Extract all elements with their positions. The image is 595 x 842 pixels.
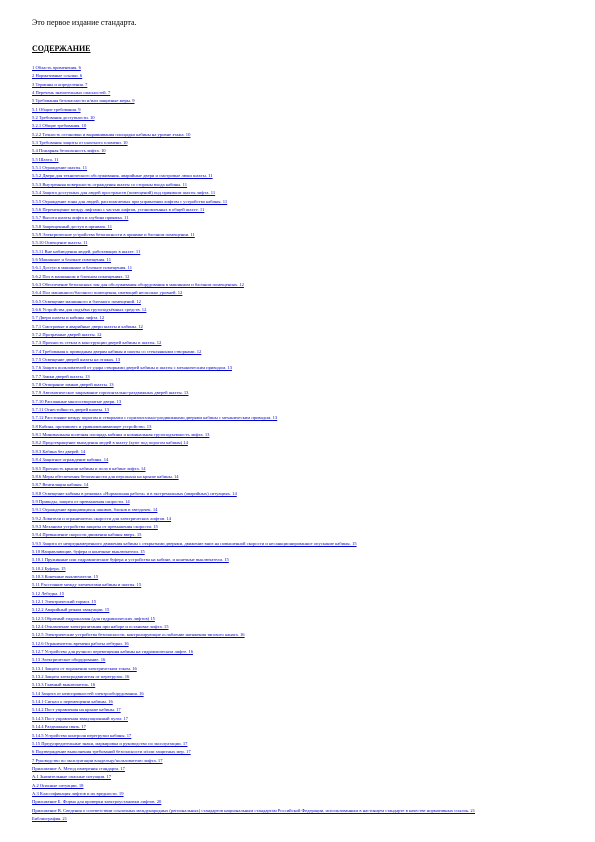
toc-entry[interactable]: 5.10.2 Буфера. 15 — [32, 565, 66, 571]
toc-entry[interactable]: 5.6.1 Доступ в машинное и блочное помещения. 11 — [32, 265, 133, 271]
toc-entry[interactable]: 5.12.1 Электрический тормоз. 15 — [32, 599, 97, 604]
toc-entry[interactable]: 5.5.4 Защита доступных для людей пространств (помещений) под приямком шахты лифта. 11 — [32, 190, 216, 196]
toc-entry[interactable]: 5.1 Общие требования. 9 — [32, 106, 81, 112]
toc-entry[interactable]: 5.5.5 Ограждение зоны для людей, располагаемых при управлении лифтом с устройства кабины. 11 — [32, 198, 228, 204]
toc-entry[interactable]: 5.6.4 Пол машинного/блочного помещения, имеющий несколько уровней. 12 — [32, 290, 183, 296]
toc-entry[interactable]: 5.5.11 Вне наблюдения людей, работающих в шахте. 11 — [32, 248, 141, 254]
toc-entry[interactable]: 5.6.6 Устройства для подъёма грузоподъёмных средств. 12 — [32, 306, 147, 312]
toc-entry[interactable]: 6 Подтверждение выполнения требований безопасности и/или защитных мер. 17 — [32, 749, 191, 755]
toc-entry[interactable]: 5.9.2 Ловители и ограничитель скорости для электрических лифтов. 14 — [32, 515, 172, 521]
toc-entry[interactable]: 5.14.2 Пост управления на крыше кабины. 17 — [32, 707, 121, 713]
toc-entry[interactable]: 5.6.3 Обеспечение безопасных зон для обслуживания оборудования в машинном и блочном помещениях. 12 — [32, 281, 244, 287]
toc-entry[interactable]: 5.7.4 Требования к приводным дверям кабины и шахты со стеклянными створками. 12 — [32, 348, 202, 354]
toc-entry[interactable]: 5.5.10 Освещение шахты. 11 — [32, 240, 88, 246]
toc-entry[interactable]: 5.12.7 Устройство для ручного перемещения кабины на гидравлическом лифте. 16 — [32, 649, 193, 655]
toc-entry[interactable]: 5.3 Требования защиты от шахтного пламени. 10 — [32, 140, 128, 146]
toc-entry[interactable]: 5.8.1 Минимальная полезная площадь кабины и номинальная грузоподъемность лифта. 13 — [32, 432, 210, 438]
toc-entry[interactable]: 5.10 Направляющие, буфера и конечные выключатели. 15 — [32, 548, 145, 554]
toc-entry[interactable]: 5.7.5 Освещение дверей шахты на этажах. 13 — [32, 357, 121, 363]
toc-entry[interactable]: 5.7.11 Огнестойкость дверей шахты. 13 — [32, 407, 109, 413]
toc-entry[interactable]: 5.9.3 Механизм устройства защиты от превышения скорости. 15 — [32, 523, 158, 529]
toc-entry[interactable]: 5.12.3 Обратный гидроклапан (для гидравлических лифтов) 15 — [32, 615, 155, 621]
toc-entry[interactable]: 5.13.1 Защита от поражения электрическим током. 16 — [32, 665, 137, 671]
toc-entry[interactable]: 5.8.4 Защитное ограждение кабины. 14 — [32, 457, 109, 463]
toc-entry[interactable]: Приложение Б. Форма для проверки электроустановки лифтов. 20 — [32, 799, 162, 805]
toc-entry[interactable]: 5.14.1 Сигнал о перемещении кабины. 16 — [32, 699, 113, 705]
toc-entry[interactable]: 5.8.2 Предотвращение выпадения людей в шахту (купе под порогом кабины) 14 — [32, 440, 188, 446]
toc-entry[interactable]: 5.14.5 Устройство контроля перегрузки кабины. 17 — [32, 732, 132, 738]
toc-entry[interactable]: 5.6.5 Освещение машинного и блочного помещений. 12 — [32, 298, 141, 304]
toc-entry[interactable]: 5.12.5 Электрические устройства безопасности, контролирующие ослабление натяжения тягового каната. 16 — [32, 632, 245, 638]
toc-entry[interactable]: Приложение В. Сведения о соответствии ссылочных международных (региональных) стандартов национальным стандартам Российской Федерации, использованным в настоящем стандарте в качестве нормативных ссылок. 21 — [32, 807, 476, 813]
toc-entry[interactable]: 5.7.7 Замки дверей шахты. 13 — [32, 373, 90, 379]
toc-entry[interactable]: 5.2.1 Общие требования. 10 — [32, 123, 87, 129]
toc-entry[interactable]: 5.8.8 Освещение кабины в режимах «Нормальная работа» и в экстремальных (аварийных) ситуациях. 14 — [32, 490, 237, 496]
toc-entry[interactable]: 5.8.7 Вентиляция кабины. 14 — [32, 482, 89, 488]
contents-heading: СОДЕРЖАНИЕ — [32, 44, 91, 53]
toc-entry[interactable]: 5.7.8 Отпирание замков дверей шахты. 13 — [32, 382, 114, 388]
toc-entry[interactable]: 2 Нормативные ссылки. 6 — [32, 73, 83, 79]
toc-entry[interactable]: 5.7.6 Защита пользователей от удара створками дверей кабины и шахты с механическим приводом. 13 — [32, 365, 232, 371]
toc-entry[interactable]: 5.9.4 Превышение скорости движения кабины вверх. 15 — [32, 532, 142, 538]
toc-entry[interactable]: 5.14.4 Раздвижная связь. 17 — [32, 724, 86, 730]
toc-entry[interactable]: 5.10.3 Конечные выключатели. 15 — [32, 573, 99, 579]
toc-entry[interactable]: 5.8.3 Кабина без дверей. 14 — [32, 448, 86, 454]
toc-entry[interactable]: 5.7.9 Автоматическое закрывание горизонтально-раздвижных дверей шахты. 13 — [32, 390, 189, 396]
toc-entry[interactable]: 5.12.2 Аварийный режим эвакуации. 15 — [32, 607, 110, 613]
toc-entry[interactable]: 5.13.3 Главный выключатель. 16 — [32, 682, 96, 688]
table-of-contents — [32, 64, 575, 823]
toc-entry[interactable]: 5.12.6 Ограничитель времени работы лебедки. 16 — [32, 640, 129, 646]
toc-entry[interactable]: А.2 Опасные ситуации. 18 — [32, 782, 84, 788]
toc-entry[interactable]: 5.13 Электрическое оборудование. 16 — [32, 657, 106, 663]
toc-entry[interactable]: 5.7.1 Смотровые и аварийные двери шахты и кабины. 12 — [32, 323, 143, 329]
toc-entry[interactable]: 5.7 Двери шахты и кабины лифта. 12 — [32, 315, 105, 321]
toc-entry[interactable]: 5.13.2 Защита электродвигателя от перегрузок. 16 — [32, 674, 130, 680]
toc-entry[interactable]: 5.5.9 Электрические устройства безопасности в приямке и блочном помещении. 11 — [32, 231, 195, 237]
toc-entry[interactable]: 5.14.3 Пост управления эвакуационный пульт. 17 — [32, 715, 128, 721]
toc-entry[interactable]: 5.15 Предупредительные знаки, маркировка и руководство по эксплуатации. 17 — [32, 740, 188, 746]
toc-entry[interactable]: 5.5.2 Двери для технического обслуживания, аварийные двери и смотровые люки шахты. 11 — [32, 173, 213, 179]
toc-entry[interactable]: 5.8.5 Прочность крыши кабины и пола в кабине лифта. 14 — [32, 465, 146, 471]
toc-entry[interactable]: 5.4 Пожарная безопасность лифта. 10 — [32, 148, 106, 154]
toc-entry[interactable]: 4 Перечень значительных опасностей. 7 — [32, 90, 111, 96]
toc-entry[interactable]: 5.12 Лебедка. 15 — [32, 590, 64, 596]
toc-entry[interactable]: 5.9 Приводы, защита от превышения скорости. 14 — [32, 498, 130, 504]
toc-entry[interactable]: А.3 Классификация лифтов и их вредности. 19 — [32, 790, 124, 796]
toc-entry[interactable]: 5.8 Кабина, противовес и уравновешивающее устройство. 13 — [32, 423, 152, 429]
toc-entry[interactable]: 5.9.5 Защита от непреднамеренного движения кабины с открытыми дверями, движение вниз на повышенной скорости и несанкционированное опускание кабины. 15 — [32, 540, 357, 546]
intro-text: Это первое издание стандарта. — [32, 18, 137, 27]
toc-entry[interactable]: 5.7.10 Распашные многостворчатые двери. 13 — [32, 398, 122, 404]
toc-entry[interactable]: 5.7.3 Прочность стекла в конструкции дверей кабины и шахты. 12 — [32, 340, 162, 346]
toc-entry[interactable]: 5.7.12 Расстояние между порогом и створками с горизонтально-раздвижными дверями кабины с механическим приводом. 13 — [32, 415, 278, 421]
toc-entry[interactable]: 1 Область применения. 6 — [32, 65, 81, 70]
toc-entry[interactable]: 5.2.2 Точность остановки и выравнивания площадки кабины на уровне этажа. 10 — [32, 131, 191, 137]
toc-entry[interactable]: Библиография. 21 — [32, 815, 68, 821]
toc-entry[interactable]: 5.11 Расстояние между элементами кабины и шахты. 15 — [32, 582, 142, 588]
toc-entry[interactable]: 5.6 Машинное и блочное помещения. 11 — [32, 256, 112, 262]
toc-entry[interactable]: 7 Руководство по эксплуатации владельцу/пользователю лифта. 17 — [32, 757, 163, 763]
toc-entry[interactable]: 5.5.3 Внутренняя поверхность ограждения шахты со стороны входа кабины. 11 — [32, 181, 188, 187]
toc-entry[interactable]: 5.5.7 Высота шахты лифта и глубина приямка. 11 — [32, 215, 129, 221]
toc-entry[interactable]: 5.6.2 Пол в машинном и блочном помещениях. 12 — [32, 273, 130, 279]
toc-entry[interactable]: 5 Требования безопасности и/или защитные меры. 9 — [32, 98, 135, 104]
toc-entry[interactable]: 5.10.1 Пружинные или гидравлические буфера и устройства на кабине, и конечные выключатели. 15 — [32, 557, 229, 563]
toc-entry[interactable]: 5.5.1 Ограждение шахты. 11 — [32, 165, 88, 171]
toc-entry[interactable]: 5.14 Защита от неисправностей электрооборудования. 16 — [32, 690, 144, 696]
toc-entry[interactable]: 3 Термины и определения. 7 — [32, 81, 88, 87]
toc-entry[interactable]: Приложение А. Метод измерения стандарта. 17 — [32, 765, 125, 771]
toc-entry[interactable]: 5.5.6 Перемещение между лифтами с частью лифтов, установленных в общей шахте. 11 — [32, 206, 205, 212]
toc-entry[interactable]: 5.2 Требования доступности. 10 — [32, 115, 95, 121]
toc-entry[interactable]: 5.7.2 Прозрачные дверей шахты. 12 — [32, 332, 102, 337]
toc-entry[interactable]: А.1 Значительные опасные ситуации. 17 — [32, 774, 112, 780]
toc-entry[interactable]: 5.5 Шахта. 11 — [32, 156, 59, 162]
toc-entry[interactable]: 5.5.8 Запрещенный доступ в приямок. 11 — [32, 223, 113, 229]
toc-entry[interactable]: 5.9.1 Ограждение вращающихся шкивов, блоков и звездочек. 14 — [32, 507, 158, 513]
toc-entry[interactable]: 5.8.6 Меры обеспечения безопасности для персонала на крыше кабины. 14 — [32, 473, 179, 479]
toc-entry[interactable]: 5.12.4 Отключение электропитания при наборе и остановке лифта. 15 — [32, 624, 169, 630]
